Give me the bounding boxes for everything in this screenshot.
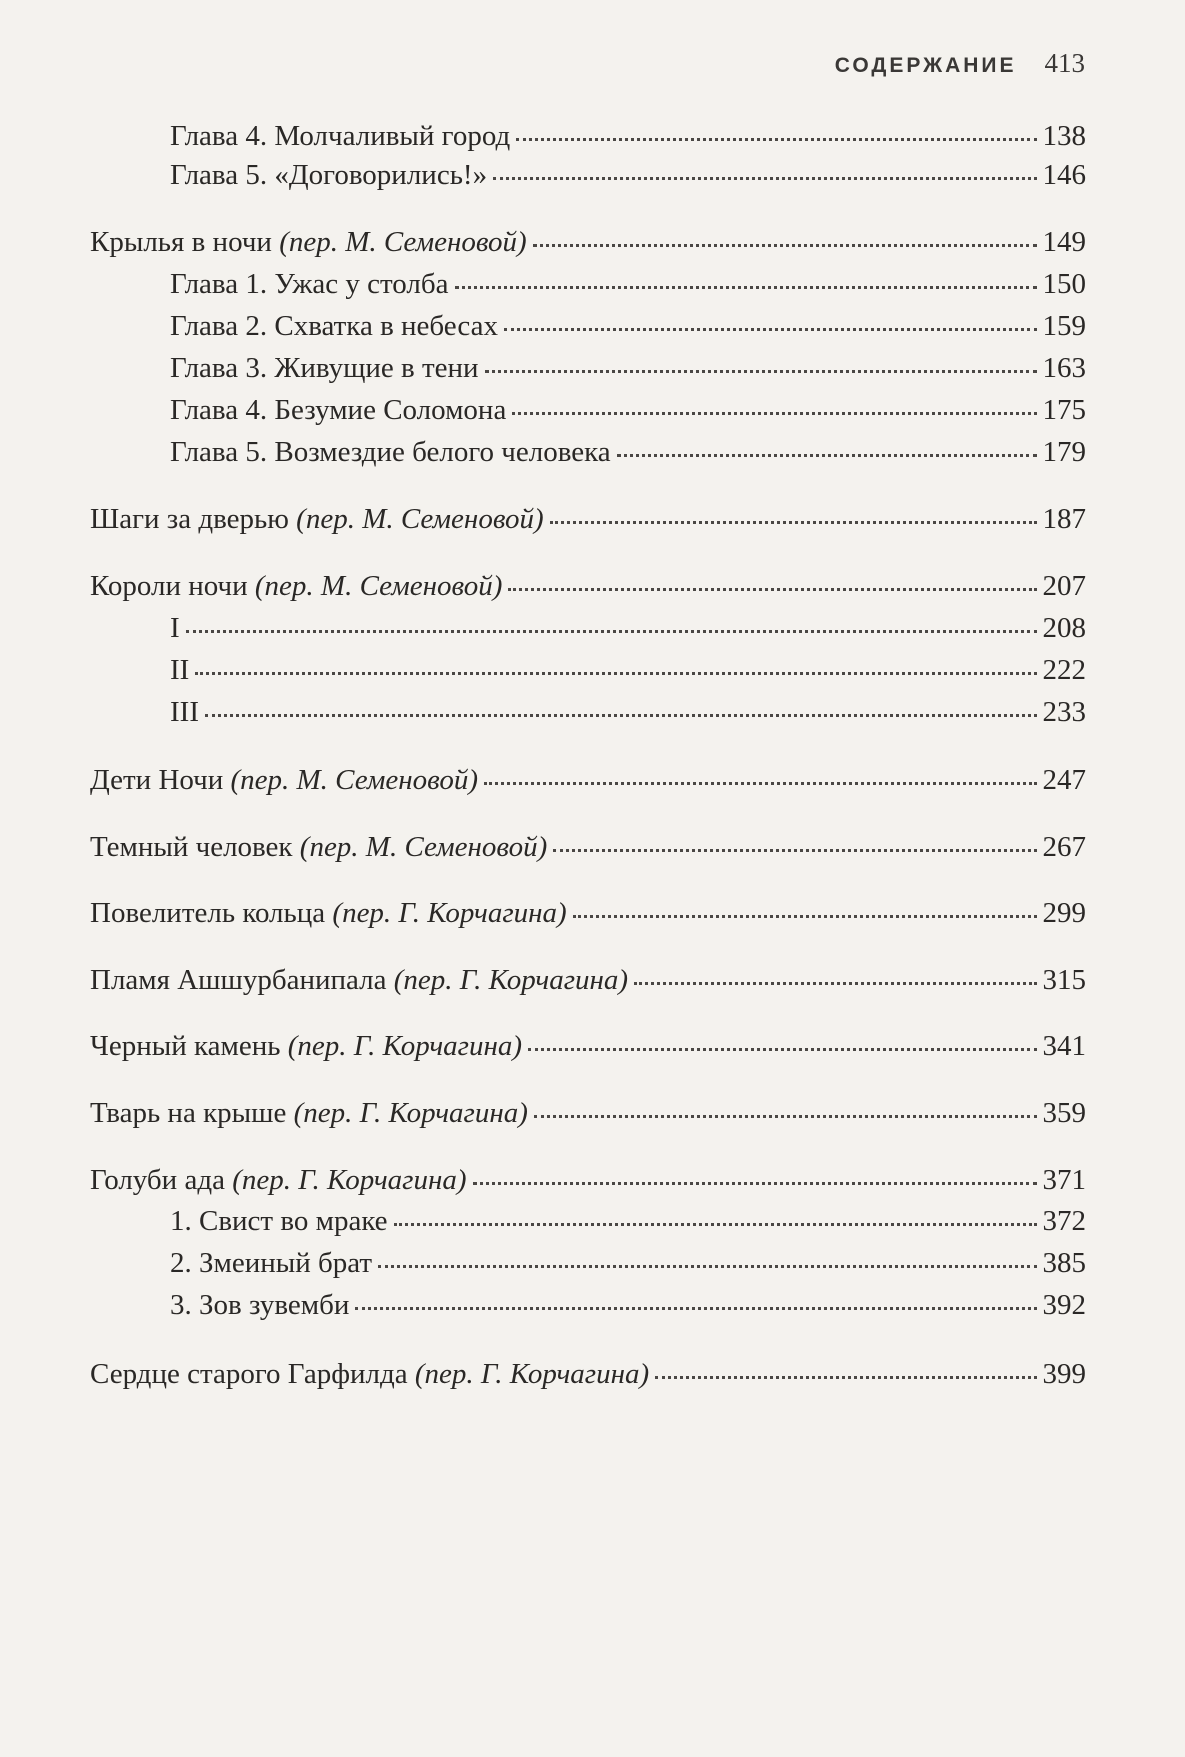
- toc-title: Черный камень (пер. Г. Корчагина): [90, 1030, 523, 1062]
- toc-translator: (пер. М. Семеновой): [254, 570, 503, 602]
- dot-leader: [573, 915, 1037, 918]
- toc-page: 392: [1042, 1289, 1086, 1321]
- toc-page: 207: [1042, 570, 1086, 602]
- dot-leader: [516, 138, 1036, 141]
- dot-leader: [553, 849, 1036, 852]
- toc-title: Короли ночи (пер. М. Семеновой): [90, 570, 503, 602]
- toc-page: 372: [1042, 1205, 1086, 1237]
- dot-leader: [617, 454, 1037, 457]
- toc-page: 163: [1042, 352, 1086, 384]
- toc-page: 146: [1042, 159, 1086, 191]
- toc-entry: [90, 501, 1086, 537]
- toc-translator: (пер. М. Семеновой): [279, 226, 527, 258]
- toc-page: 159: [1042, 310, 1086, 342]
- toc-entry: [90, 1356, 1086, 1392]
- toc-page: 179: [1042, 436, 1086, 468]
- toc-entry: [170, 610, 1086, 646]
- dot-leader: [378, 1265, 1036, 1268]
- toc-entry: [90, 895, 1086, 931]
- dot-leader: [534, 1115, 1037, 1118]
- toc-page: 208: [1042, 612, 1086, 644]
- toc-entry: [170, 434, 1086, 470]
- dot-leader: [195, 672, 1036, 675]
- toc-entry: [90, 762, 1086, 798]
- dot-leader: [512, 412, 1036, 415]
- dot-leader: [508, 588, 1036, 591]
- page-number: 413: [1044, 48, 1085, 78]
- toc-page: 299: [1042, 897, 1086, 929]
- toc-entry: [170, 157, 1086, 193]
- toc-translator: (пер. М. Семеновой): [299, 831, 548, 863]
- toc-translator: (пер. Г. Корчагина): [393, 964, 629, 996]
- toc-title: Глава 4. Молчаливый город: [170, 120, 511, 152]
- toc-entry: [90, 1028, 1086, 1064]
- toc-entry: [90, 1162, 1086, 1198]
- toc-title: Шаги за дверью (пер. М. Семеновой): [90, 503, 544, 535]
- toc-title: Глава 3. Живущие в тени: [170, 352, 479, 384]
- toc-title: 2. Змеиный брат: [170, 1247, 373, 1279]
- toc-entry: [170, 652, 1086, 688]
- toc-page: 187: [1042, 503, 1086, 535]
- toc-page: 247: [1042, 764, 1086, 796]
- toc-title: Глава 4. Безумие Соломона: [170, 394, 507, 426]
- dot-leader: [533, 244, 1037, 247]
- toc-page: 233: [1042, 696, 1086, 728]
- dot-leader: [205, 714, 1037, 717]
- toc-page: 371: [1042, 1164, 1086, 1196]
- dot-leader: [394, 1223, 1037, 1226]
- toc-title: Тварь на крыше (пер. Г. Корчагина): [90, 1097, 528, 1129]
- toc-title: Глава 5. «Договорились!»: [170, 159, 488, 191]
- toc-page: 149: [1042, 226, 1086, 258]
- toc-page: 315: [1042, 964, 1086, 996]
- toc-translator: (пер. Г. Корчагина): [287, 1030, 523, 1062]
- toc-page: 150: [1042, 268, 1086, 300]
- toc-title: III: [170, 696, 199, 728]
- toc-title: I: [170, 612, 180, 644]
- toc-title: Глава 5. Возмездие белого человека: [170, 436, 611, 468]
- toc-translator: (пер. Г. Корчагина): [232, 1164, 467, 1196]
- toc-translator: (пер. Г. Корчагина): [332, 897, 567, 929]
- dot-leader: [655, 1376, 1036, 1379]
- toc-title: Темный человек (пер. М. Семеновой): [90, 831, 548, 863]
- toc-entry: [170, 350, 1086, 386]
- toc-translator: (пер. М. Семеновой): [230, 764, 479, 796]
- toc-page: 175: [1042, 394, 1086, 426]
- toc-title: Глава 2. Схватка в небесах: [170, 310, 498, 342]
- dot-leader: [493, 177, 1036, 180]
- toc-entry: [170, 1287, 1086, 1323]
- dot-leader: [186, 630, 1037, 633]
- toc-entry: [170, 392, 1086, 428]
- toc-page: 359: [1042, 1097, 1086, 1129]
- toc-translator: (пер. Г. Корчагина): [293, 1097, 528, 1129]
- toc-title: Повелитель кольца (пер. Г. Корчагина): [90, 897, 567, 929]
- toc-entry: [170, 1203, 1086, 1239]
- toc-page: 267: [1042, 831, 1086, 863]
- toc-page: 138: [1042, 120, 1086, 152]
- dot-leader: [504, 328, 1037, 331]
- dot-leader: [550, 521, 1037, 524]
- dot-leader: [455, 286, 1037, 289]
- toc-entry: [170, 694, 1086, 730]
- toc-entry: [90, 224, 1086, 260]
- section-title: СОДЕРЖАНИЕ: [834, 54, 1017, 77]
- toc-translator: (пер. М. Семеновой): [296, 503, 544, 535]
- toc-page: 385: [1042, 1247, 1086, 1279]
- toc-translator: (пер. Г. Корчагина): [414, 1358, 650, 1390]
- toc-title: Сердце старого Гарфилда (пер. Г. Корчагина): [90, 1358, 650, 1390]
- toc-title: Голуби ада (пер. Г. Корчагина): [90, 1164, 467, 1196]
- dot-leader: [484, 782, 1036, 785]
- toc-entry: [90, 829, 1086, 865]
- toc-page: 341: [1042, 1030, 1086, 1062]
- toc-title: II: [170, 654, 190, 686]
- dot-leader: [485, 370, 1037, 373]
- toc-entry: [90, 568, 1086, 604]
- toc-entry: [170, 266, 1086, 302]
- dot-leader: [528, 1048, 1036, 1051]
- toc-title: 1. Свист во мраке: [170, 1205, 388, 1237]
- toc-entry: [90, 1095, 1086, 1131]
- dot-leader: [473, 1182, 1037, 1185]
- toc-title: Глава 1. Ужас у столба: [170, 268, 449, 300]
- toc-entry: [90, 962, 1086, 998]
- toc-page: 222: [1042, 654, 1086, 686]
- toc-title: 3. Зов зувемби: [170, 1289, 350, 1321]
- dot-leader: [634, 982, 1036, 985]
- toc-title: Дети Ночи (пер. М. Семеновой): [90, 764, 479, 796]
- toc-entry: [170, 1245, 1086, 1281]
- toc-title: Пламя Ашшурбанипала (пер. Г. Корчагина): [90, 964, 629, 996]
- toc-entry: [170, 308, 1086, 344]
- toc-entry: [170, 118, 1086, 154]
- dot-leader: [355, 1307, 1036, 1310]
- toc-title: Крылья в ночи (пер. М. Семеновой): [90, 226, 527, 258]
- toc-page: 399: [1042, 1358, 1086, 1390]
